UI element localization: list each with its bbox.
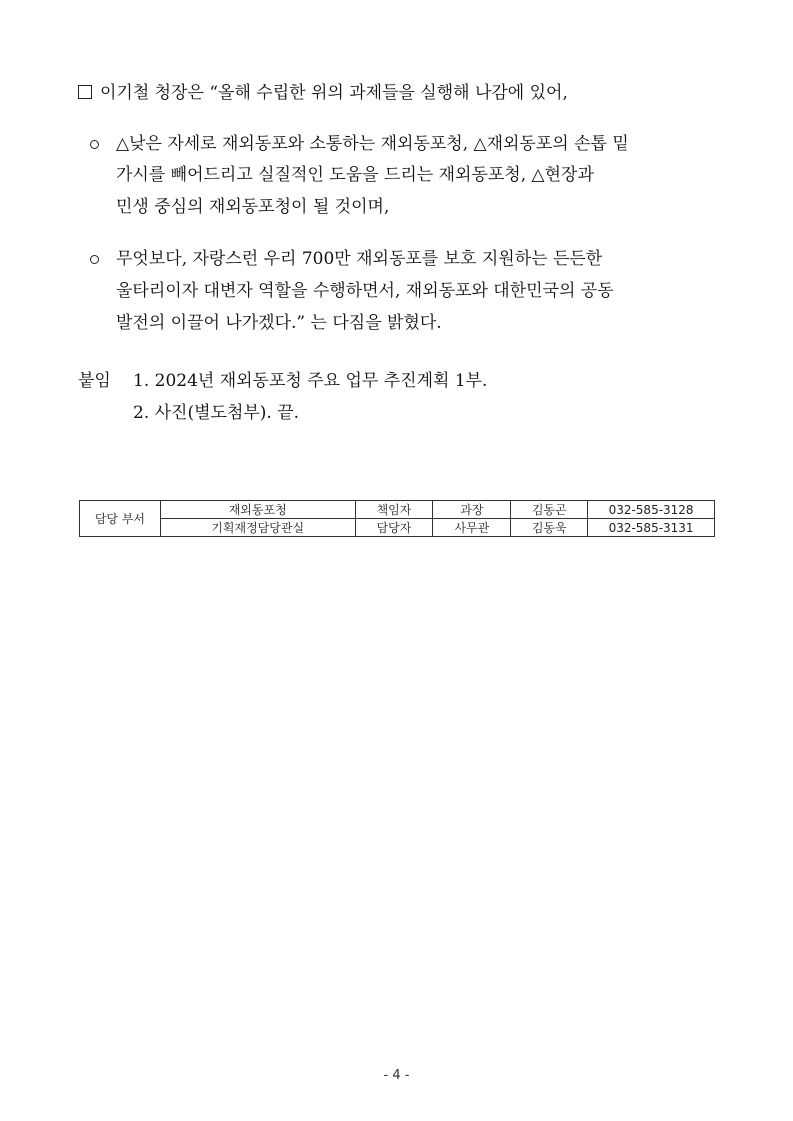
phone-cell: 032-585-3128 [588,501,715,519]
attachment-item-2: 2. 사진(별도첨부). 끝. [133,403,300,423]
bullet1-line2: 가시를 빼어드리고 실질적인 도움을 드리는 재외동포청, △현장과 [116,165,594,185]
attachment-item-1: 1. 2024년 재외동포청 주요 업무 추진계획 1부. [133,371,488,391]
dept-name-cell: 재외동포청 [160,501,355,519]
bullet1-line3: 민생 중심의 재외동포청이 될 것이며, [116,197,390,217]
bullet-circle-icon [90,140,99,149]
title-cell: 과장 [433,501,511,519]
bullet2-line1: 무엇보다, 자랑스런 우리 700만 재외동포를 보호 지원하는 든든한 [116,249,603,269]
table-row [80,501,715,519]
dept-label-cell: 담당 부서 [80,501,161,537]
bullet1-line1: △낮은 자세로 재외동포와 소통하는 재외동포청, △재외동포의 손톱 밑 [116,134,629,154]
title-cell: 사무관 [433,519,511,537]
bullet2-line2: 울타리이자 대변자 역할을 수행하면서, 재외동포와 대한민국의 공동 [116,281,614,301]
role-cell: 책임자 [355,501,433,519]
name-cell: 김동곤 [511,501,588,519]
page-number: - 4 - [383,1068,410,1083]
attachment-label: 붙임 [78,371,111,391]
name-cell: 김동욱 [511,519,588,537]
bullet-circle-icon [90,255,99,264]
table-row [80,519,715,537]
checkbox-square-icon [78,85,92,99]
bullet2-line3: 발전의 이끌어 나가겠다.” 는 다짐을 밝혔다. [116,313,442,333]
contact-table [79,500,715,537]
dept-name-cell: 기획재정담당관실 [160,519,355,537]
role-cell: 담당자 [355,519,433,537]
intro-text: 이기철 청장은 “올해 수립한 위의 과제들을 실행해 나감에 있어, [100,83,568,103]
phone-cell: 032-585-3131 [588,519,715,537]
